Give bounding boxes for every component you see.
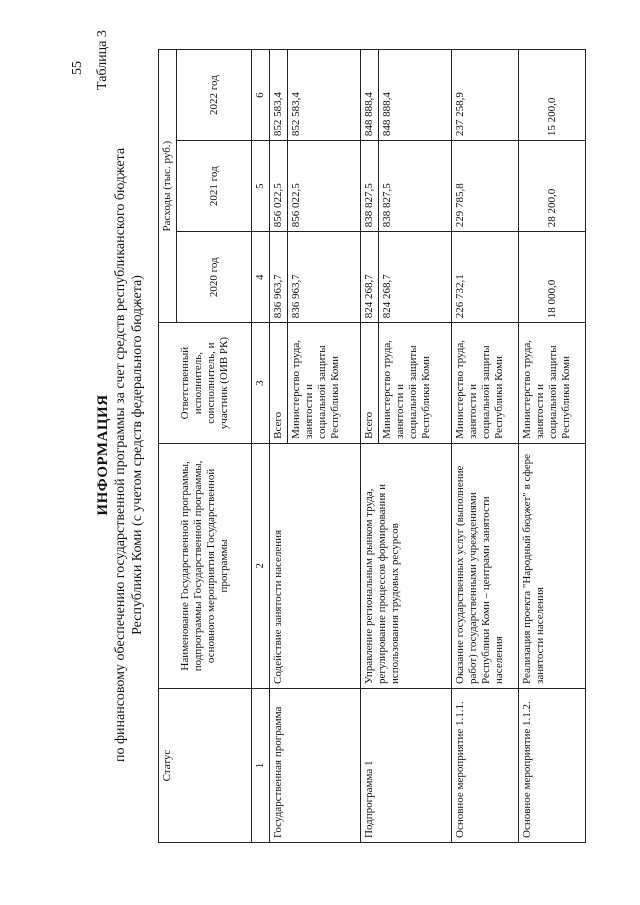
col-number: 4 [252, 232, 270, 323]
header-status: Статус [159, 688, 252, 842]
row-total-label: Всего [361, 323, 379, 444]
row-value: 852 583,4 [288, 50, 361, 141]
row-total-value: 824 268,7 [361, 232, 379, 323]
financing-table [158, 49, 586, 843]
col-number: 3 [252, 323, 270, 444]
table-row [519, 50, 586, 843]
row-name: Управление региональным рынком труда, регулирование процессов формирования и использования трудовых ресурсов [361, 443, 452, 688]
row-total-value: 852 583,4 [270, 50, 288, 141]
col-number: 6 [252, 50, 270, 141]
header-year-2021: 2021 год [177, 141, 252, 232]
header-year-2022: 2022 год [177, 50, 252, 141]
row-value: 15 200,0 [519, 50, 586, 141]
row-value: 856 022,5 [288, 141, 361, 232]
row-executor: Министерство труда, занятости и социальной защиты Республики Коми [519, 323, 586, 444]
row-value: 229 785,8 [452, 141, 519, 232]
row-value: 226 732,1 [452, 232, 519, 323]
header-year-2020: 2020 год [177, 232, 252, 323]
row-value: 237 258,9 [452, 50, 519, 141]
row-value: 836 963,7 [288, 232, 361, 323]
header-expenses: Расходы (тыс. руб.) [159, 50, 177, 323]
table-row [361, 50, 379, 843]
title-block [95, 75, 146, 835]
row-name: Содействие занятости населения [270, 443, 361, 688]
row-total-label: Всего [270, 323, 288, 444]
row-executor: Министерство труда, занятости и социальной защиты Республики Коми [379, 323, 452, 444]
row-executor: Министерство труда, занятости и социальной защиты Республики Коми [288, 323, 361, 444]
table-row [270, 50, 288, 843]
row-total-value: 838 827,5 [361, 141, 379, 232]
header-name: Наименование Государственной программы, подпрограммы Государственной программы, основного мероприятия Государственной программы [159, 443, 252, 688]
row-name: Оказание государственных услуг (выполнение работ) государственными учреждениями Республики Коми – центрами занятости населения [452, 443, 519, 688]
column-numbers-row [252, 50, 270, 843]
col-number: 5 [252, 141, 270, 232]
table-row [452, 50, 519, 843]
header-responsible: Ответственный исполнитель, соисполнитель, и участник (ОИВ РК) [159, 323, 252, 444]
row-total-value: 848 888,4 [361, 50, 379, 141]
row-value: 18 000,0 [519, 232, 586, 323]
row-status: Подпрограмма 1 [361, 688, 452, 842]
table-label: Таблица 3 [95, 30, 110, 90]
subtitle-line-2: Республики Коми (с учетом средств федерального бюджета) [130, 275, 145, 635]
row-value: 848 888,4 [379, 50, 452, 141]
row-value: 28 200,0 [519, 141, 586, 232]
row-total-value: 836 963,7 [270, 232, 288, 323]
row-total-value: 856 022,5 [270, 141, 288, 232]
row-value: 824 268,7 [379, 232, 452, 323]
col-number: 1 [252, 688, 270, 842]
header-row [159, 50, 177, 843]
subtitle-line-1: по финансовому обеспечению государственной программы за счет средств республиканского бюджета [113, 147, 128, 763]
row-status: Государственная программа [270, 688, 361, 842]
col-number: 2 [252, 443, 270, 688]
row-status: Основное мероприятие 1.1.1. [452, 688, 519, 842]
row-name: Реализация проекта "Народный бюджет" в сфере занятости населения [519, 443, 586, 688]
document-title: ИНФОРМАЦИЯ [95, 394, 111, 516]
page-number: 55 [70, 61, 85, 75]
row-status: Основное мероприятие 1.1.2. [519, 688, 586, 842]
row-executor: Министерство труда, занятости и социальной защиты Республики Коми [452, 323, 519, 444]
row-value: 838 827,5 [379, 141, 452, 232]
